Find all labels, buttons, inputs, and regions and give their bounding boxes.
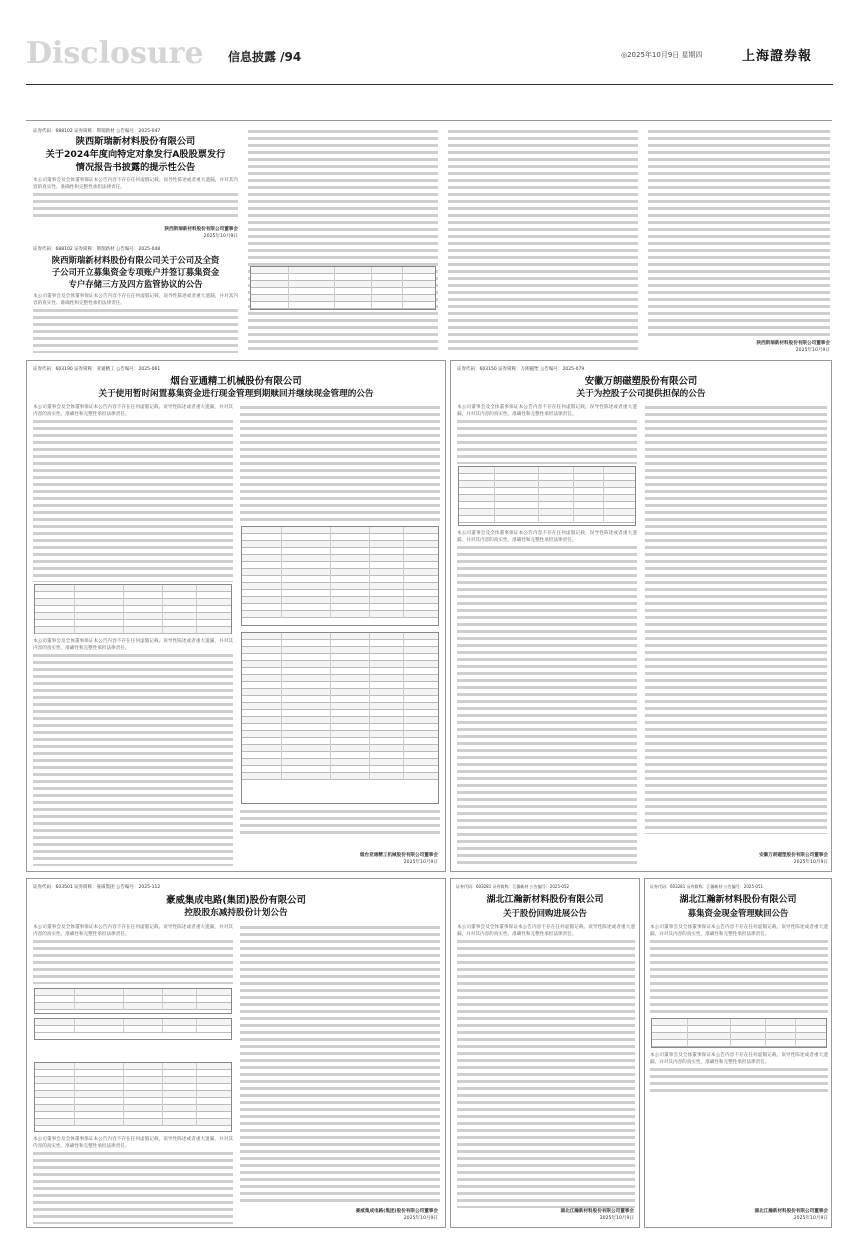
notice-body-column [645, 404, 827, 834]
notice-title-line: 关于使用暂时闲置募集资金进行现金管理到期赎回并继续现金管理的公告 [98, 389, 374, 399]
notice-body [650, 1052, 828, 1092]
body-text-block [240, 808, 440, 838]
body-text-block [240, 404, 440, 524]
signature-company: 陕西斯瑞新材料股份有限公司董事会 [164, 227, 238, 232]
newspaper-brand: 上海證券報 [742, 49, 813, 64]
notice-title-line: 关于为控股子公司提供担保的公告 [576, 389, 706, 399]
concert-party-table [34, 1018, 232, 1040]
notice-meta: 证券代码：603501 证券简称：豪威集团 公告编号：2025-112 [33, 885, 161, 890]
notice-body [457, 924, 635, 1208]
disclaimer-text: 本公司董事会及全体董事保证本公告内容不存在任何虚假记载、误导性陈述或者重大遗漏，并对其内容的真实性、准确性和完整性承担法律责任。 [33, 178, 238, 191]
notice-meta: 证券代码：603150 证券简称：万朗磁塑 公告编号：2025-079 [457, 367, 585, 372]
notice-body-column [448, 128, 638, 353]
issue-date: ◎2025年10月9日 星期四 [621, 51, 703, 59]
disclaimer-text: 本公司董事会及全体董事保证本公告内容不存在任何虚假记载、误导性陈述或者重大遗漏，并对其内容的真实性、准确性和完整性承担法律责任。 [457, 925, 635, 938]
signature-date: 2025年10月9日 [403, 860, 438, 865]
notice-title-line: 安徽万朗磁塑股份有限公司 [584, 376, 698, 387]
notice-title-line: 湖北江瀚新材料股份有限公司 [679, 895, 797, 905]
notice-meta: 证券代码：603281 证券简称：江瀚新材 公告编号：2025-052 [456, 884, 570, 889]
body-text-block [645, 404, 827, 834]
shareholder-table [34, 988, 232, 1014]
redemption-detail-table [651, 1018, 827, 1048]
page-header [26, 36, 833, 84]
notice-body [33, 924, 233, 984]
signature-date: 2025年10月9日 [793, 1216, 828, 1221]
masthead: Disclosure [26, 36, 204, 71]
notice-title-line: 关于2024年度向特定对象发行A股股票发行 [45, 149, 226, 160]
disclaimer-text: 本公司董事会及全体董事保证本公告内容不存在任何虚假记载、误导性陈述或者重大遗漏，并对其内容的真实性、准确性和完整性承担法律责任。 [457, 531, 637, 544]
body-text-block [33, 638, 233, 866]
notice-title-line: 豪威集成电路(集团)股份有限公司 [166, 895, 306, 906]
notice-body [457, 404, 637, 464]
section-title: 信息披露 /94 [228, 50, 302, 64]
notice-body [457, 530, 637, 866]
disclaimer-text: 本公司董事会及全体董事保证本公告内容不存在任何虚假记载、误导性陈述或者重大遗漏，并对其内容的真实性、准确性和完整性承担法律责任。 [33, 294, 238, 307]
signature-company: 湖北江瀚新材料股份有限公司董事会 [754, 1209, 828, 1214]
disclaimer-text: 本公司董事会及全体董事保证本公告内容不存在任何虚假记载、误导性陈述或者重大遗漏，并对其内容的真实性、准确性和完整性承担法律责任。 [650, 925, 828, 938]
signature-date: 2025年10月9日 [599, 1216, 634, 1221]
notice-signature [120, 226, 238, 240]
notice-body [650, 924, 828, 1014]
notice-title-line: 子公司开立募集资金专项账户并签订募集资金 [51, 267, 220, 277]
notice-signature [280, 1208, 438, 1222]
body-text-block [248, 128, 438, 353]
supervision-table [250, 266, 436, 310]
notice-signature [690, 340, 830, 354]
notice-title-line: 控股股东减持股份计划公告 [184, 908, 288, 918]
notice-title-line: 专户存储三方及四方监管协议的公告 [68, 279, 203, 289]
notice-signature [480, 1208, 634, 1222]
notice-title-line: 关于股份回购进展公告 [503, 908, 587, 918]
notice-meta: 证券代码：603190 证券简称：亚通精工 公告编号：2025-061 [33, 367, 161, 372]
notice-body-column [240, 404, 440, 524]
notice-title-line: 烟台亚通精工机械股份有限公司 [170, 376, 302, 387]
notice-body-column [240, 808, 440, 838]
disclaimer-text: 本公司董事会及全体董事保证本公告内容不存在任何虚假记载、误导性陈述或者重大遗漏，并对其内容的真实性、准确性和完整性承担法律责任。 [650, 1053, 828, 1066]
notice-body [33, 404, 233, 582]
disclaimer-text: 本公司董事会及全体董事保证本公告内容不存在任何虚假记载、误导性陈述或者重大遗漏，并对其内容的真实性、准确性和完整性承担法律责任。 [33, 925, 233, 938]
notice-body [33, 1136, 233, 1224]
signature-company: 陕西斯瑞新材料股份有限公司董事会 [756, 341, 830, 346]
notice-signature [690, 852, 828, 866]
header-rule [26, 84, 833, 85]
signature-company: 湖北江瀚新材料股份有限公司董事会 [560, 1209, 634, 1214]
disclaimer-text: 本公司董事会及全体董事保证本公告内容不存在任何虚假记载、误导性陈述或者重大遗漏，并对其内容的真实性、准确性和完整性承担法律责任。 [33, 639, 233, 652]
reduction-plan-table [34, 1062, 232, 1132]
notice-body-column [648, 128, 830, 338]
notice-body [33, 638, 233, 866]
signature-date: 2025年10月9日 [203, 234, 238, 239]
disclaimer-text: 本公司董事会及全体董事保证本公告内容不存在任何虚假记载、误导性陈述或者重大遗漏，并对其内容的真实性、准确性和完整性承担法律责任。 [457, 405, 637, 418]
disclaimer-text: 本公司董事会及全体董事保证本公告内容不存在任何虚假记载、误导性陈述或者重大遗漏，并对其内容的真实性、准确性和完整性承担法律责任。 [33, 405, 233, 418]
signature-date: 2025年10月9日 [795, 348, 830, 353]
body-text-block [448, 128, 638, 353]
body-text-block [33, 404, 233, 582]
notice-title-line: 陕西斯瑞新材料股份有限公司 [75, 136, 196, 147]
product-table [34, 584, 232, 634]
notice-body-column [240, 924, 440, 1204]
signature-company: 烟台亚通精工机械股份有限公司董事会 [359, 853, 438, 858]
notice-title-line: 情况报告书披露的提示性公告 [75, 162, 196, 173]
notice-meta: 证券代码：688102 证券简称：斯瑞新材 公告编号：2025-048 [33, 247, 161, 252]
signature-company: 豪威集成电路(集团)股份有限公司董事会 [355, 1209, 438, 1214]
guarantee-table [458, 466, 636, 526]
body-text-block [457, 530, 637, 866]
signature-company: 安徽万朗磁塑股份有限公司董事会 [759, 853, 828, 858]
notice-body [33, 177, 238, 219]
notice-title-line: 募集资金现金管理赎回公告 [687, 908, 789, 918]
signature-date: 2025年10月9日 [793, 860, 828, 865]
body-text-block [240, 924, 440, 1204]
body-text-block [457, 924, 635, 1208]
notice-title-line: 陕西斯瑞新材料股份有限公司关于公司及全资 [51, 255, 220, 265]
notice-body [33, 293, 238, 353]
signature-date: 2025年10月9日 [403, 1216, 438, 1221]
redemption-table [241, 526, 439, 626]
notice-body-column [248, 128, 438, 353]
notice-signature [672, 1208, 828, 1222]
body-text-block [648, 128, 830, 338]
disclaimer-text: 本公司董事会及全体董事保证本公告内容不存在任何虚假记载、误导性陈述或者重大遗漏，并对其内容的真实性、准确性和完整性承担法律责任。 [33, 1137, 233, 1150]
notice-meta: 证券代码：603281 证券简称：江瀚新材 公告编号：2025-051 [650, 884, 764, 889]
cash-management-table [241, 632, 439, 804]
notice-signature [300, 852, 438, 866]
notice-meta: 证券代码：688102 证券简称：斯瑞新材 公告编号：2025-047 [33, 129, 161, 134]
notice-title-line: 湖北江瀚新材料股份有限公司 [486, 895, 604, 905]
